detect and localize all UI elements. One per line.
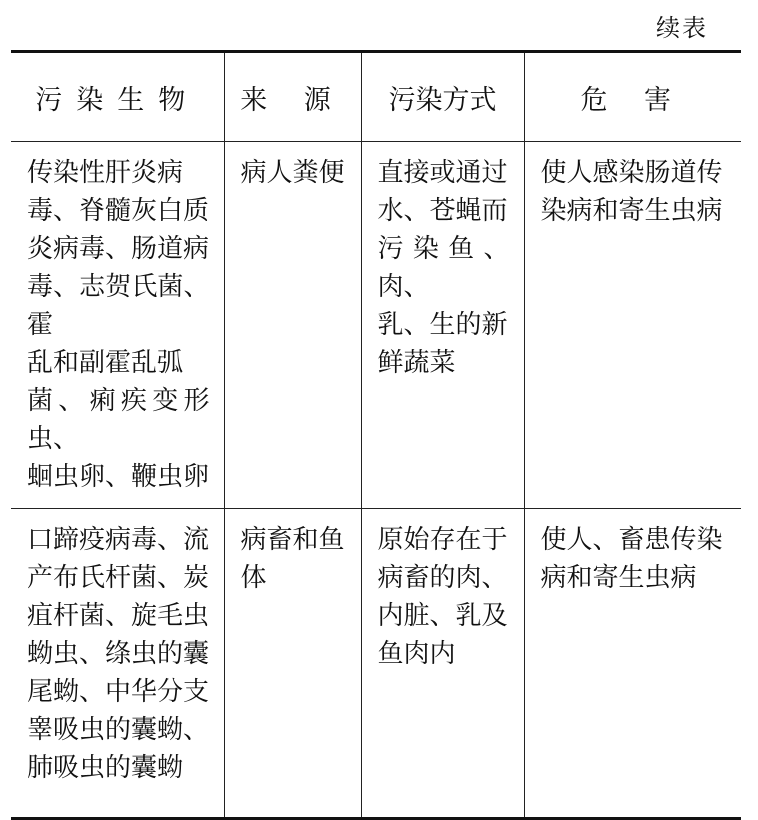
cell-organism: 传染性肝炎病 毒、脊髓灰白质 炎病毒、肠道病 毒、志贺氏菌、霍 乱和副霍乱弧 菌、痢疾变形虫、 蛔虫卵、鞭虫卵 [11, 142, 224, 509]
header-organism: 污染生物 [11, 52, 224, 142]
cell-harm: 使人、畜患传染 病和寄生虫病 [524, 509, 741, 819]
cell-source: 病人粪便 [224, 142, 361, 509]
cell-organism: 口蹄疫病毒、流 产布氏杆菌、炭 疽杆菌、旋毛虫 蚴虫、绦虫的囊 尾蚴、中华分支 睾吸虫的囊蚴、 肺吸虫的囊蚴 [11, 509, 224, 819]
header-harm: 危 害 [524, 52, 741, 142]
cell-source: 病畜和鱼 体 [224, 509, 361, 819]
continued-label: 续表 [656, 14, 708, 42]
cell-harm: 使人感染肠道传 染病和寄生虫病 [524, 142, 741, 509]
cell-route: 原始存在于 病畜的肉、 内脏、乳及 鱼肉内 [361, 509, 524, 819]
header-route: 污染方式 [361, 52, 524, 142]
cell-route: 直接或通过 水、苍蝇而 污染鱼、肉、 乳、生的新 鲜蔬菜 [361, 142, 524, 509]
table-header-row [11, 52, 741, 142]
header-source: 来 源 [224, 52, 361, 142]
table-row [11, 509, 741, 819]
pollution-table [11, 50, 741, 820]
table-row [11, 142, 741, 509]
